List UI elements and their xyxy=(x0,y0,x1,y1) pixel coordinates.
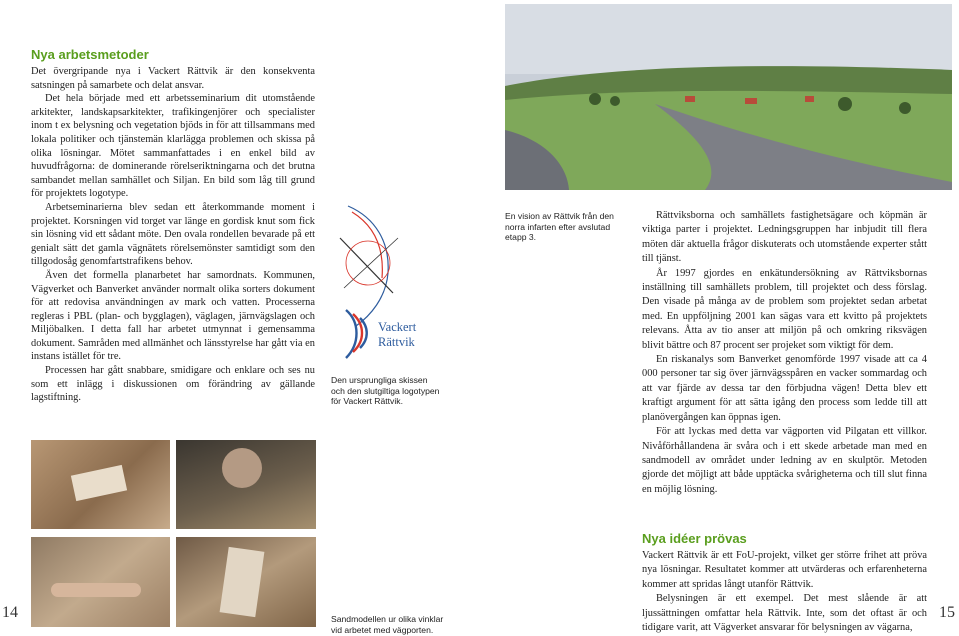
sandmodel-photo-2 xyxy=(176,440,316,529)
right-body xyxy=(642,209,927,497)
paragraph: Det hela började med ett arbetsseminarium dit utomstående arkitekter, landskapsarkitekter, trafikingenjörer och specialister inom t ex belysning och vegetation bjöds in för att tillsammans med lokala politiker och tjänstemän klarlägga problemen och skissa på olika lösningar. Mötet sammanfattades i en enkel bild av huvudfrågorna: de dominerande rörelseriktningarna och det brutna sambandet mellan samhället och Siljan. En bild som låg till grund för projektets logotype. xyxy=(31,93,315,200)
page-number-left: 14 xyxy=(2,604,18,621)
left-article xyxy=(31,47,315,405)
logo-line1: Vackert xyxy=(378,320,417,334)
paragraph: En riskanalys som Banverket genomförde 1997 visade att ca 4 000 personer tar sig över järnvägsspåren en vacker sommardag och att var fjärde av dessa tar den förbjudna vägen! Detta blev ett kraftigt argument för att sätta igång den process som ledde till att planövergången kan öppnas igen. xyxy=(642,354,927,423)
sandmodel-caption: Sandmodellen ur olika vinklar vid arbetet med vägporten. xyxy=(331,614,444,635)
right-article-2 xyxy=(642,531,927,635)
paragraph: Belysningen är ett exempel. Det mest slående är att ljussättningen omfattar hela Rättvik. Inte, som det oftast är och tidigare varit, att Vägverket ansvarar för belysningen av vägarna, xyxy=(642,593,927,634)
vision-caption: En vision av Rättvik från den norra infarten efter avslutad etapp 3. xyxy=(505,211,614,242)
sandmodel-photo-4 xyxy=(176,537,316,627)
paragraph: Arbetseminarierna blev sedan ett återkommande moment i projektet. Korsningen vid torget var länge en gordisk knut som fick sin lösning vid ett sådant möte. Den ovala rondellen bevarade på ett genialt sätt det gamla vägnätets rörelsemönster samtidigt som den tillgodosåg genomfartstrafikens behov. xyxy=(31,201,315,268)
right-article xyxy=(642,209,927,497)
logo-caption: Den ursprungliga skissen och den slutgiltiga logotypen för Vackert Rättvik. xyxy=(331,375,440,406)
vision-painting xyxy=(505,4,952,190)
paragraph: Rättviksborna och samhällets fastighetsägare och köpmän är viktiga parter i projektet. Ledningsgruppen har inbjudit till flera möten där aktuella frågor diskuterats och utomstående experter stått till tjänst. xyxy=(642,210,927,265)
section-heading: Nya arbetsmetoder xyxy=(31,47,149,62)
logo-sketch-illustration xyxy=(338,198,448,373)
paragraph: År 1997 gjordes en enkätundersökning av Rättviksbornas inställning till samhällets problem, till projektet och dess förslag. Den visade på många av de problem som projektet sedan arbetat med. En uppföljning 2001 kan sägas vara ett kvitto på projektets relevans. Åtta av tio anser att miljön på och omkring riksvägen blivit bättre och 87 procent ser projeket som viktigt för dem. xyxy=(642,267,927,351)
paragraph: Processen har gått snabbare, smidigare och enklare och ses nu som ett inlägg i diskussionen om förändring av gällande lagstiftning. xyxy=(31,365,315,404)
sandmodel-photo-3 xyxy=(31,537,170,627)
sandmodel-photo-1 xyxy=(31,440,170,529)
paragraph: För att lyckas med detta var vägporten vid Pilgatan ett villkor. Nivåförhållandena är svåra och i ett skede arbetade man med en sandmodell av området under ledning av en skulptör. Metoden gjorde det möjligt att både upptäcka svårigheterna och till slut finna en möjlig lösning. xyxy=(642,426,927,495)
paragraph: Även det formella planarbetet har samordnats. Kommunen, Vägverket och Banverket använder normalt olika sorters dokument för att redovisa användningen av mark och vatten. Processerna regleras i PBL (plan- och bygglagen), väglagen, järnvägslagen och Miljöbalken. I detta fall har arbetet utmynnat i gemensamma dokument. Samråden med allmänhet och länsstyrelse har gått via en instans istället för tre. xyxy=(31,269,315,363)
left-body xyxy=(31,65,315,405)
page-number-right: 15 xyxy=(939,604,955,621)
logo-line2: Rättvik xyxy=(378,335,415,349)
section-heading-2: Nya idéer prövas xyxy=(642,531,747,546)
right-body-2 xyxy=(642,549,927,635)
paragraph: Det övergripande nya i Vackert Rättvik är den konsekventa satsningen på samarbete och delat ansvar. xyxy=(31,66,315,91)
paragraph: Vackert Rättvik är ett FoU-projekt, vilket ger större frihet att pröva nya lösningar. Resultatet kommer att utvärderas och erfarenheterna kommer att spridas långt utanför Rättvik. xyxy=(642,550,927,590)
